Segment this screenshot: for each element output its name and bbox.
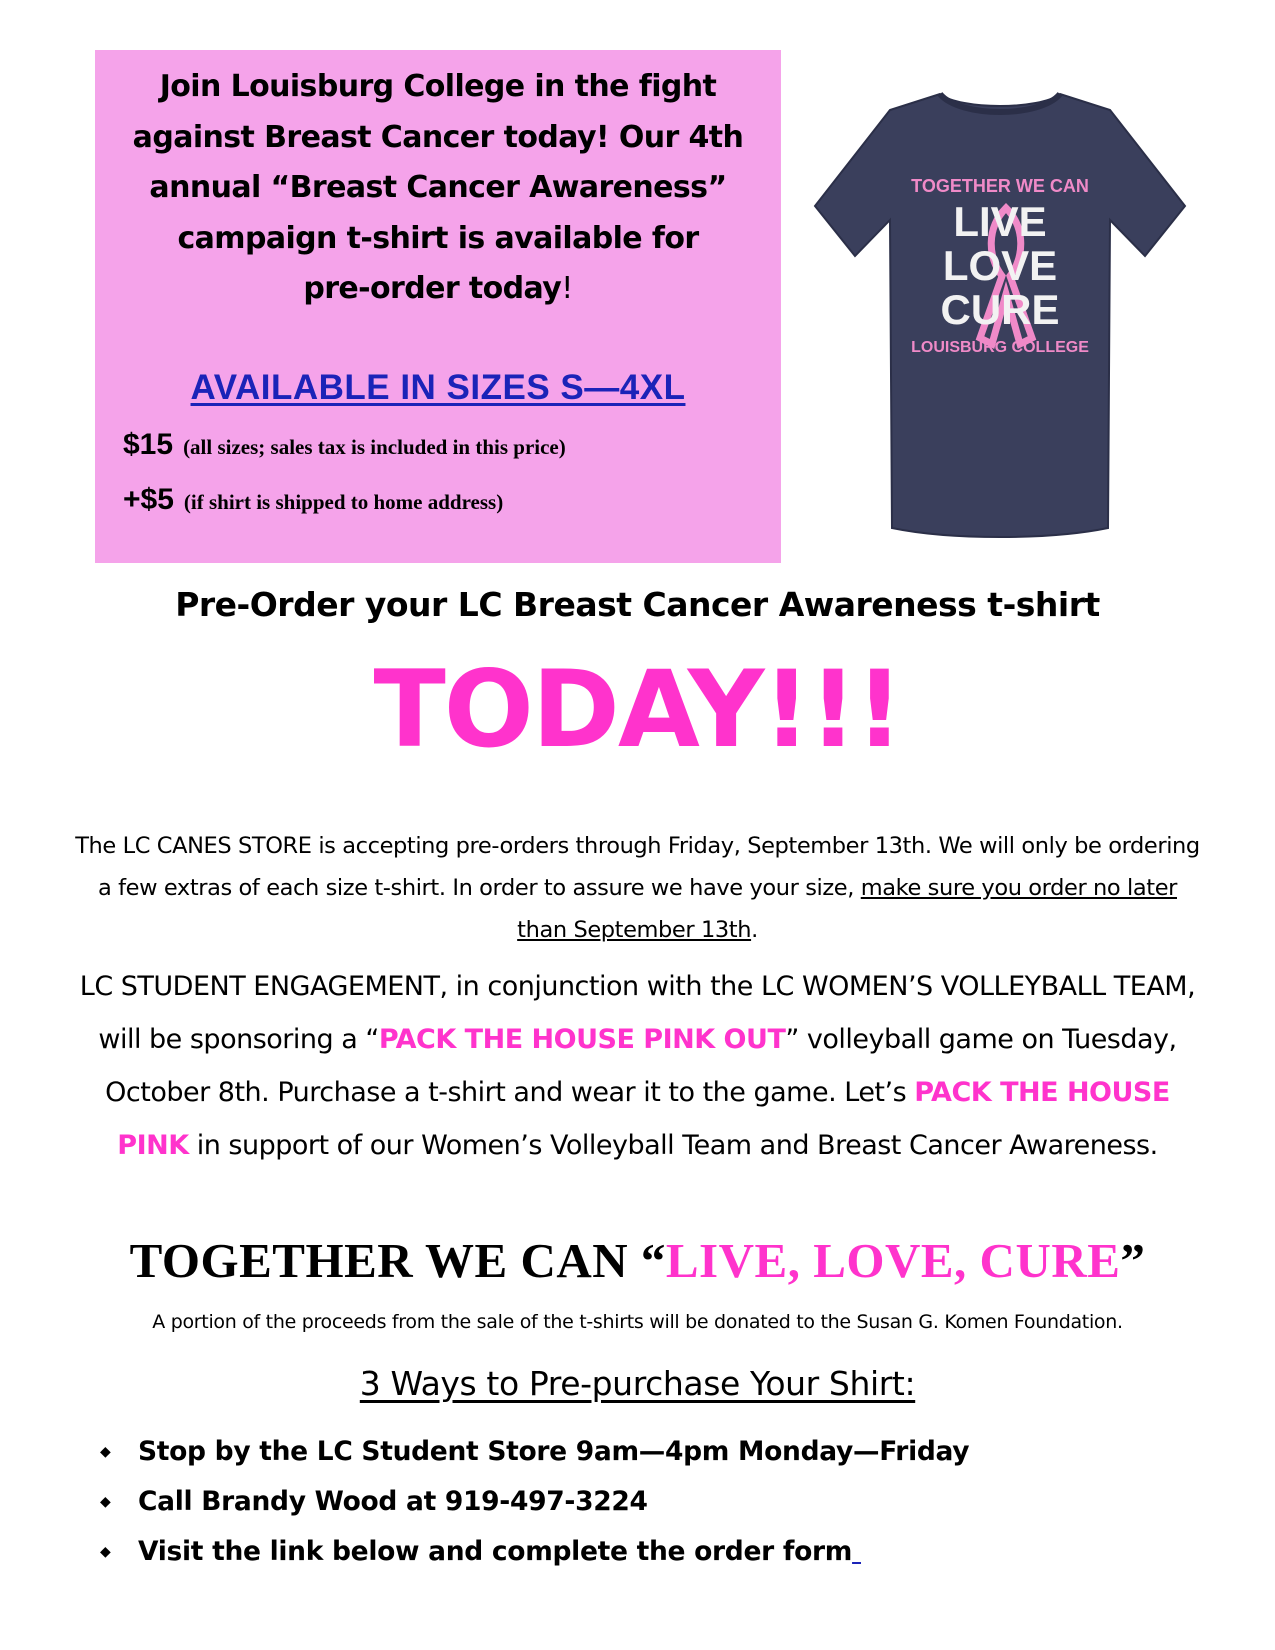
promo-line-3: annual “Breast Cancer Awareness” bbox=[149, 170, 727, 205]
pinkout-highlight-1: PACK THE HOUSE PINK OUT bbox=[378, 1024, 786, 1055]
diamond-bullet-icon: ◆ bbox=[100, 1494, 111, 1510]
shirt-text-line-5: LOUISBURG COLLEGE bbox=[911, 339, 1089, 356]
pinkout-text-1: LC STUDENT ENGAGEMENT, in conjunction with the LC WOMEN’S VOLLEYBALL TEAM, will be sponsoring a “ bbox=[79, 971, 1196, 1055]
preorder-text-1: The LC CANES STORE is accepting pre-orders through Friday, September 13th. We will only be ordering a few extras of each size t-shirt. In order to assure we have your size, bbox=[75, 833, 1200, 901]
price-line-1 bbox=[123, 428, 566, 462]
price-amount-1: $15 bbox=[123, 428, 174, 461]
promo-text bbox=[95, 62, 781, 315]
way-2: Call Brandy Wood at 919-497-3224 bbox=[138, 1486, 648, 1517]
pinkout-paragraph bbox=[70, 960, 1205, 1172]
list-item bbox=[100, 1527, 969, 1577]
diamond-bullet-icon: ◆ bbox=[100, 1544, 111, 1560]
way-3: Visit the link below and complete the order form bbox=[138, 1536, 853, 1567]
price-note-1: (all sizes; sales tax is included in this price) bbox=[183, 435, 566, 459]
together-slogan bbox=[0, 1232, 1275, 1289]
diamond-bullet-icon: ◆ bbox=[100, 1444, 111, 1460]
ways-title: 3 Ways to Pre-purchase Your Shirt: bbox=[359, 1364, 916, 1403]
promo-box bbox=[95, 50, 781, 563]
promo-line-5-end: ! bbox=[561, 271, 573, 306]
together-black: TOGETHER WE CAN “ bbox=[129, 1233, 666, 1288]
today-banner: TODAY!!! bbox=[373, 648, 902, 771]
price-amount-2: +$5 bbox=[123, 483, 174, 516]
donation-note: A portion of the proceeds from the sale of the t-shirts will be donated to the Susan G. Komen Foundation. bbox=[152, 1311, 1123, 1333]
preorder-paragraph bbox=[70, 825, 1205, 951]
sizes-heading: AVAILABLE IN SIZES S—4XL bbox=[190, 368, 686, 407]
headline: Pre-Order your LC Breast Cancer Awareness t-shirt bbox=[175, 585, 1100, 624]
promo-line-5-bold: pre-order today bbox=[303, 271, 562, 306]
way-1: Stop by the LC Student Store 9am—4pm Monday—Friday bbox=[138, 1436, 970, 1467]
together-end: ” bbox=[1120, 1233, 1146, 1288]
order-form-link[interactable] bbox=[852, 1536, 861, 1567]
list-item bbox=[100, 1477, 969, 1527]
pinkout-highlight-2: PACK THE HOUSE PINK bbox=[117, 1077, 1170, 1161]
list-item bbox=[100, 1427, 969, 1477]
promo-line-2: against Breast Cancer today! Our 4th bbox=[132, 119, 744, 155]
pinkout-text-3: in support of our Women’s Volleyball Team and Breast Cancer Awareness. bbox=[188, 1130, 1158, 1161]
pinkout-text-2: ” volleyball game on Tuesday, October 8th. Purchase a t-shirt and wear it to the game. Let’s bbox=[105, 1024, 1177, 1108]
preorder-deadline: make sure you order no later than September 13th bbox=[517, 875, 1177, 943]
shirt-text-line-2: LIVE bbox=[953, 198, 1047, 245]
shirt-text-line-3: LOVE bbox=[942, 242, 1058, 289]
shirt-text-line-1: TOGETHER WE CAN bbox=[911, 176, 1089, 196]
preorder-text-2: . bbox=[751, 917, 758, 943]
promo-line-1: Join Louisburg College in the fight bbox=[159, 69, 717, 104]
promo-line-5 bbox=[95, 264, 781, 315]
price-note-2: (if shirt is shipped to home address) bbox=[183, 490, 504, 514]
tshirt-image bbox=[810, 88, 1190, 548]
price-line-2 bbox=[123, 483, 503, 517]
ways-list bbox=[100, 1427, 969, 1577]
together-pink: LIVE, LOVE, CURE bbox=[665, 1233, 1121, 1288]
shirt-text-line-4: CURE bbox=[940, 286, 1060, 333]
promo-line-4: campaign t-shirt is available for bbox=[177, 220, 699, 256]
